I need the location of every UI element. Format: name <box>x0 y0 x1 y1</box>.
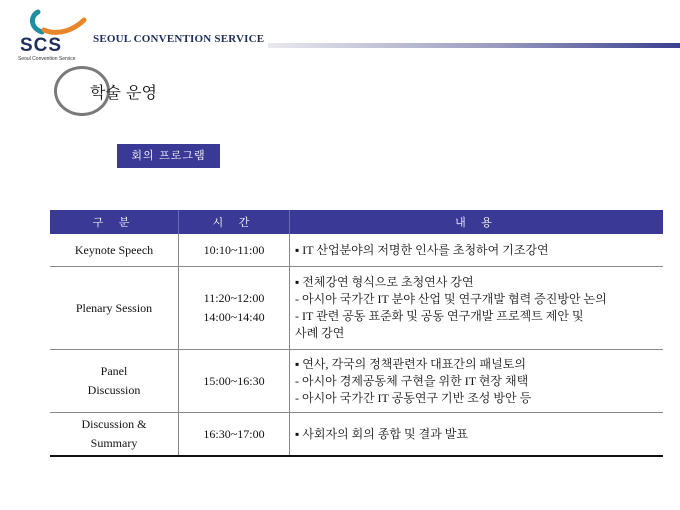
content-cell <box>290 234 664 267</box>
content-line: - IT 관련 공동 표준화 및 공동 연구개발 프로젝트 제안 및 <box>295 309 584 323</box>
header <box>0 0 680 62</box>
header-divider-bar <box>268 43 680 48</box>
header-content: 내 용 <box>290 210 664 234</box>
content-line: ▪ 연사, 각국의 정책관련자 대표간의 패널토의 <box>295 356 526 371</box>
category-cell <box>50 413 179 457</box>
time-text: 10:10~11:00 <box>203 242 265 257</box>
section-label: 회의 프로그램 <box>117 144 220 168</box>
category-cell <box>50 350 179 413</box>
category-cell <box>50 267 179 350</box>
time-cell <box>179 413 290 457</box>
table-row <box>50 413 663 457</box>
time-text: 14:00~14:40 <box>203 310 265 324</box>
table-row <box>50 350 663 413</box>
content-line: - 아시아 국가간 IT 분야 산업 및 연구개발 협력 증진방안 논의 <box>295 292 607 306</box>
content-line: ▪ 사회자의 회의 종합 및 결과 발표 <box>295 426 468 441</box>
category-text: Summary <box>90 436 138 450</box>
content-cell <box>290 350 664 413</box>
category-text: Plenary Session <box>75 300 153 315</box>
content-line: ▪ 전체강연 형식으로 초청연사 강연 <box>295 275 474 289</box>
header-category: 구 분 <box>50 210 179 234</box>
time-cell <box>179 350 290 413</box>
content-line: ▪ IT 산업분야의 저명한 인사를 초청하여 기조강연 <box>295 242 549 257</box>
time-text: 15:00~16:30 <box>203 373 265 388</box>
time-text: 16:30~17:00 <box>203 426 265 441</box>
header-time: 시 간 <box>179 210 290 234</box>
program-table <box>50 210 663 457</box>
content-line: - 아시아 경제공동체 구현을 위한 IT 현장 채택 <box>295 373 529 388</box>
content-line: - 아시아 국가간 IT 공동연구 기반 조성 방안 등 <box>295 390 532 405</box>
table-header-row <box>50 210 663 234</box>
company-name: SEOUL CONVENTION SERVICE <box>93 33 265 45</box>
category-text: Keynote Speech <box>74 242 154 257</box>
content-cell <box>290 413 664 457</box>
time-text: 11:20~12:00 <box>203 291 265 305</box>
logo-text: SCS <box>20 35 63 56</box>
scs-logo <box>18 8 88 60</box>
table-row <box>50 234 663 267</box>
page-title: 학술 운영 <box>90 83 157 102</box>
category-text: Panel <box>100 364 128 378</box>
content-line: 사례 강연 <box>295 326 345 340</box>
content-cell <box>290 267 664 350</box>
logo-subtitle: Seoul Convention Service <box>18 56 76 62</box>
time-cell <box>179 234 290 267</box>
time-cell <box>179 267 290 350</box>
category-text: Discussion <box>87 383 141 397</box>
category-cell <box>50 234 179 267</box>
table-row <box>50 267 663 350</box>
category-text: Discussion & <box>81 417 147 431</box>
